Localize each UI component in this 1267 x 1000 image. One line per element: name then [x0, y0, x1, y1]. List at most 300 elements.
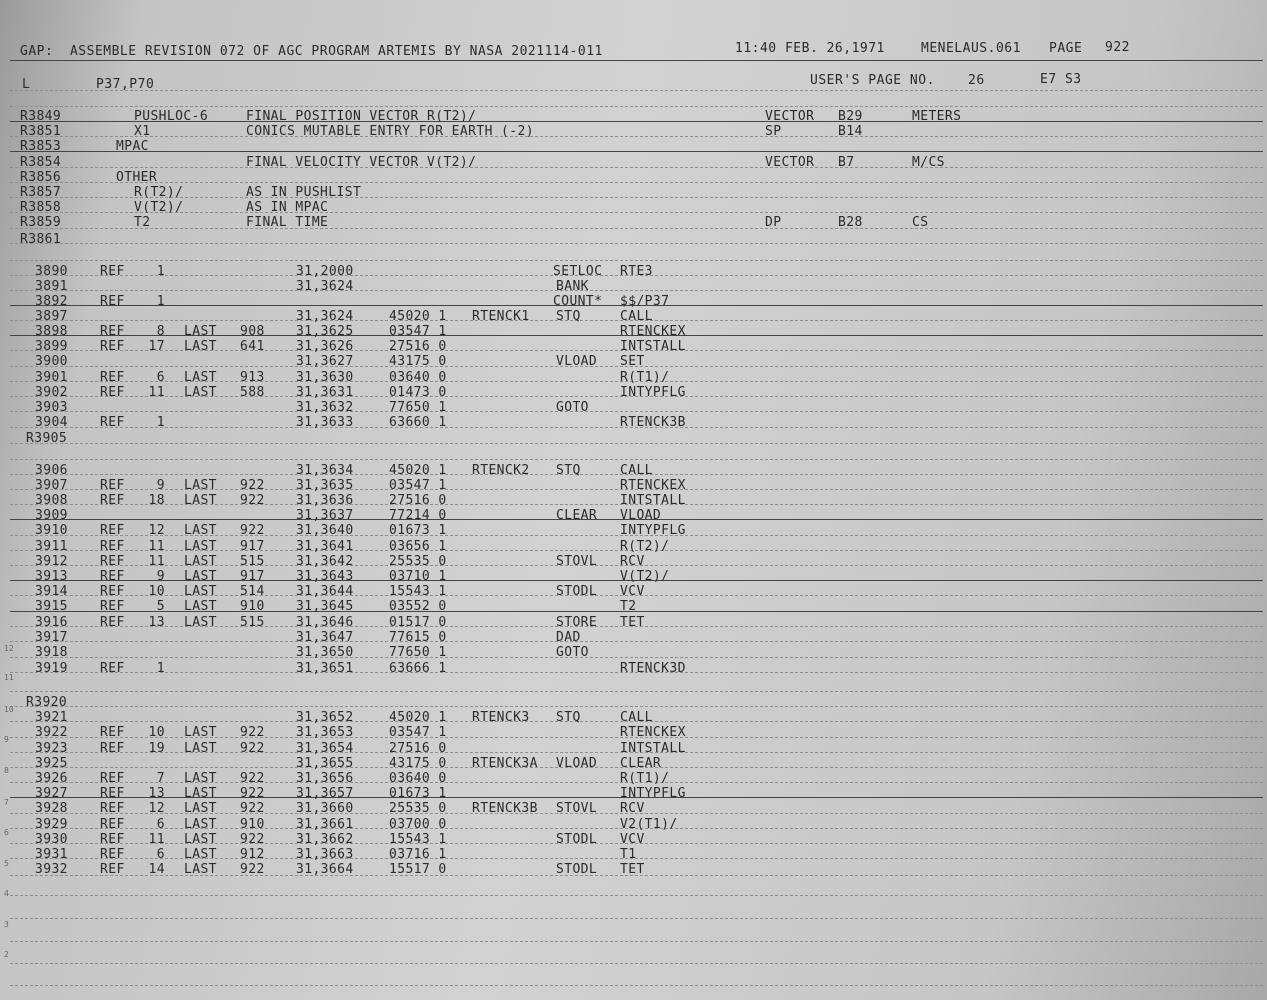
code-row — [0, 786, 1267, 802]
opcode: GOTO — [556, 645, 589, 660]
address: 31,3635 — [296, 478, 354, 493]
line-number: 3903 — [35, 400, 68, 415]
last-page: 922 — [240, 862, 265, 877]
last-page: 910 — [240, 599, 265, 614]
octal-word: 15517 0 — [389, 862, 447, 877]
address: 31,3624 — [296, 279, 354, 294]
opcode: STODL — [556, 832, 598, 847]
address: 31,3646 — [296, 615, 354, 630]
last-keyword: LAST — [184, 786, 217, 801]
users-page-label: USER'S PAGE NO. — [810, 73, 935, 88]
last-keyword: LAST — [184, 370, 217, 385]
rule-line — [10, 60, 1263, 61]
octal-word: 03547 1 — [389, 478, 447, 493]
line-number: 3914 — [35, 584, 68, 599]
last-page: 514 — [240, 584, 265, 599]
code-row — [0, 741, 1267, 757]
ref-keyword: REF — [100, 370, 125, 385]
ref-id: R3857 — [20, 185, 62, 200]
margin-number: 7 — [4, 798, 9, 807]
operand: INTYPFLG — [620, 786, 686, 801]
ref-count: 7 — [156, 771, 165, 786]
rule-line — [10, 985, 1263, 986]
code-row — [0, 569, 1267, 585]
ref-keyword: REF — [100, 832, 125, 847]
comment-text: FINAL TIME — [246, 215, 329, 230]
line-number: 3890 — [35, 264, 68, 279]
code-row — [0, 832, 1267, 848]
last-keyword: LAST — [184, 817, 217, 832]
ref-count: 1 — [156, 415, 165, 430]
opcode: BANK — [556, 279, 589, 294]
code-row — [0, 523, 1267, 539]
address: 31,3634 — [296, 463, 354, 478]
code-row — [0, 695, 1267, 711]
opcode: STODL — [556, 862, 598, 877]
octal-word: 27516 0 — [389, 741, 447, 756]
margin-number: 4 — [4, 889, 9, 898]
ref-keyword: REF — [100, 862, 125, 877]
ref-keyword: REF — [100, 771, 125, 786]
opcode: STOVL — [556, 554, 598, 569]
ref-keyword: REF — [100, 415, 125, 430]
address: 31,3644 — [296, 584, 354, 599]
ref-count: 19 — [148, 741, 165, 756]
operand: RTENCKEX — [620, 478, 686, 493]
code-row — [0, 493, 1267, 509]
last-keyword: LAST — [184, 862, 217, 877]
last-keyword: LAST — [184, 725, 217, 740]
address: 31,3652 — [296, 710, 354, 725]
opcode: SETLOC — [553, 264, 603, 279]
ref-count: 11 — [148, 554, 165, 569]
code-row — [0, 264, 1267, 280]
opcode: CLEAR — [556, 508, 598, 523]
operand: T2 — [620, 599, 637, 614]
last-page: 922 — [240, 786, 265, 801]
last-keyword: LAST — [184, 523, 217, 538]
line-number: 3892 — [35, 294, 68, 309]
code-row — [0, 354, 1267, 370]
ref-count: 11 — [148, 832, 165, 847]
ref-keyword: REF — [100, 264, 125, 279]
address: 31,3640 — [296, 523, 354, 538]
line-number: 3921 — [35, 710, 68, 725]
ref-count: 6 — [156, 847, 165, 862]
last-keyword: LAST — [184, 584, 217, 599]
ref-count: 12 — [148, 523, 165, 538]
address: 31,3655 — [296, 756, 354, 771]
code-row — [0, 294, 1267, 310]
ref-count: 18 — [148, 493, 165, 508]
address: 31,3641 — [296, 539, 354, 554]
octal-word: 03640 0 — [389, 370, 447, 385]
operand: INTSTALL — [620, 493, 686, 508]
address: 31,3662 — [296, 832, 354, 847]
last-keyword: LAST — [184, 385, 217, 400]
last-keyword: LAST — [184, 771, 217, 786]
line-number: 3918 — [35, 645, 68, 660]
line-number: 3932 — [35, 862, 68, 877]
comment-row — [0, 185, 1267, 201]
address: 31,3645 — [296, 599, 354, 614]
last-keyword: LAST — [184, 554, 217, 569]
ref-keyword: REF — [100, 725, 125, 740]
comment-row — [0, 215, 1267, 231]
operand: R(T1)/ — [620, 771, 670, 786]
code-row — [0, 554, 1267, 570]
last-keyword: LAST — [184, 615, 217, 630]
line-number: 3917 — [35, 630, 68, 645]
ref-keyword: REF — [100, 847, 125, 862]
ref-id: R3861 — [20, 232, 62, 247]
ref-count: 6 — [156, 817, 165, 832]
margin-number: 6 — [4, 828, 9, 837]
rule-line — [10, 691, 1263, 692]
last-page: 913 — [240, 370, 265, 385]
address: 31,3653 — [296, 725, 354, 740]
last-keyword: LAST — [184, 339, 217, 354]
ref-keyword: REF — [100, 615, 125, 630]
tag-label: RTENCK2 — [472, 463, 530, 478]
octal-word: 15543 1 — [389, 832, 447, 847]
ref-count: 13 — [148, 786, 165, 801]
operand: INTYPFLG — [620, 523, 686, 538]
code-row — [0, 478, 1267, 494]
octal-word: 03716 1 — [389, 847, 447, 862]
ref-keyword: REF — [100, 523, 125, 538]
code-row — [0, 385, 1267, 401]
line-number: 3929 — [35, 817, 68, 832]
comment-text: CONICS MUTABLE ENTRY FOR EARTH (-2) — [246, 124, 534, 139]
ref-keyword: REF — [100, 599, 125, 614]
scale-tag: B7 — [838, 155, 855, 170]
line-number: 3897 — [35, 309, 68, 324]
octal-word: 77650 1 — [389, 645, 447, 660]
scale-tag: B28 — [838, 215, 863, 230]
opcode: STORE — [556, 615, 598, 630]
last-keyword: LAST — [184, 324, 217, 339]
operand: V2(T1)/ — [620, 817, 678, 832]
comment-row — [0, 155, 1267, 171]
octal-word: 45020 1 — [389, 710, 447, 725]
octal-word: 25535 0 — [389, 801, 447, 816]
symbol: OTHER — [116, 170, 158, 185]
last-keyword: LAST — [184, 801, 217, 816]
rule-line — [10, 459, 1263, 460]
code-row — [0, 771, 1267, 787]
tag-label: RTENCK3B — [472, 801, 538, 816]
last-page: 922 — [240, 493, 265, 508]
code-row — [0, 309, 1267, 325]
code-row — [0, 710, 1267, 726]
last-page: 922 — [240, 741, 265, 756]
octal-word: 45020 1 — [389, 309, 447, 324]
line-number: 3927 — [35, 786, 68, 801]
line-number: R3920 — [26, 695, 68, 710]
address: 31,3664 — [296, 862, 354, 877]
address: 31,3636 — [296, 493, 354, 508]
operand: T1 — [620, 847, 637, 862]
last-keyword: LAST — [184, 493, 217, 508]
ref-id: R3859 — [20, 215, 62, 230]
ref-keyword: REF — [100, 493, 125, 508]
address: 31,3651 — [296, 661, 354, 676]
address: 31,3630 — [296, 370, 354, 385]
ref-count: 12 — [148, 801, 165, 816]
margin-number: 10 — [4, 705, 14, 714]
ref-keyword: REF — [100, 817, 125, 832]
operand: SET — [620, 354, 645, 369]
octal-word: 27516 0 — [389, 339, 447, 354]
comment-row — [0, 139, 1267, 155]
comment-row — [0, 109, 1267, 125]
line-number: 3913 — [35, 569, 68, 584]
last-page: 917 — [240, 569, 265, 584]
comment-text: FINAL POSITION VECTOR R(T2)/ — [246, 109, 477, 124]
opcode: DAD — [556, 630, 581, 645]
rule-line — [10, 260, 1263, 261]
tag-label: RTENCK3 — [472, 710, 530, 725]
code-row — [0, 661, 1267, 677]
operand: R(T1)/ — [620, 370, 670, 385]
user-name: MENELAUS.061 — [921, 41, 1021, 56]
line-number: 3926 — [35, 771, 68, 786]
code-row — [0, 862, 1267, 878]
tag-label: RTENCK3A — [472, 756, 538, 771]
last-page: 922 — [240, 832, 265, 847]
page-code: E7 S3 — [1040, 72, 1082, 87]
line-number: 3911 — [35, 539, 68, 554]
operand: VLOAD — [620, 508, 662, 523]
ref-keyword: REF — [100, 385, 125, 400]
line-number: 3898 — [35, 324, 68, 339]
line-number: 3900 — [35, 354, 68, 369]
code-row — [0, 463, 1267, 479]
last-page: 910 — [240, 817, 265, 832]
symbol: X1 — [134, 124, 151, 139]
opcode: STODL — [556, 584, 598, 599]
operand: CALL — [620, 463, 653, 478]
operand: INTSTALL — [620, 741, 686, 756]
address: 31,3654 — [296, 741, 354, 756]
ref-id: R3856 — [20, 170, 62, 185]
symbol: R(T2)/ — [134, 185, 184, 200]
octal-word: 63660 1 — [389, 415, 447, 430]
line-number: 3919 — [35, 661, 68, 676]
ref-keyword: REF — [100, 478, 125, 493]
code-row — [0, 847, 1267, 863]
margin-number: 11 — [4, 673, 14, 682]
ref-count: 10 — [148, 584, 165, 599]
operand: RCV — [620, 554, 645, 569]
rule-line — [10, 918, 1263, 919]
address: 31,3642 — [296, 554, 354, 569]
operand: VCV — [620, 832, 645, 847]
rule-line — [10, 90, 1263, 91]
comment-row — [0, 200, 1267, 216]
ref-count: 1 — [156, 661, 165, 676]
ref-keyword: REF — [100, 294, 125, 309]
octal-word: 01673 1 — [389, 523, 447, 538]
listing-title: GAP: ASSEMBLE REVISION 072 OF AGC PROGRAM ARTEMIS BY NASA 2021114-011 — [20, 44, 603, 59]
ref-keyword: REF — [100, 324, 125, 339]
line-number: 3904 — [35, 415, 68, 430]
operand: V(T2)/ — [620, 569, 670, 584]
ref-keyword: REF — [100, 569, 125, 584]
rule-line — [10, 963, 1263, 964]
last-keyword: LAST — [184, 478, 217, 493]
ref-id: R3853 — [20, 139, 62, 154]
code-row — [0, 756, 1267, 772]
type-code: L — [22, 77, 31, 92]
unit: METERS — [912, 109, 962, 124]
section-name: P37,P70 — [96, 77, 155, 92]
ref-keyword: REF — [100, 539, 125, 554]
operand: CALL — [620, 309, 653, 324]
opcode: COUNT* — [553, 294, 603, 309]
address: 31,3631 — [296, 385, 354, 400]
octal-word: 45020 1 — [389, 463, 447, 478]
operand: RCV — [620, 801, 645, 816]
data-type: VECTOR — [765, 109, 815, 124]
octal-word: 03700 0 — [389, 817, 447, 832]
line-number: 3906 — [35, 463, 68, 478]
symbol: V(T2)/ — [134, 200, 184, 215]
line-number: 3910 — [35, 523, 68, 538]
print-timestamp: 11:40 FEB. 26,1971 — [735, 41, 885, 56]
octal-word: 43175 0 — [389, 354, 447, 369]
address: 31,3627 — [296, 354, 354, 369]
ref-id: R3854 — [20, 155, 62, 170]
last-page: 515 — [240, 615, 265, 630]
margin-number: 8 — [4, 766, 9, 775]
last-page: 641 — [240, 339, 265, 354]
ref-keyword: REF — [100, 801, 125, 816]
line-number: 3931 — [35, 847, 68, 862]
ref-count: 1 — [156, 264, 165, 279]
ref-id: R3849 — [20, 109, 62, 124]
last-keyword: LAST — [184, 539, 217, 554]
code-row — [0, 725, 1267, 741]
page-number: 922 — [1105, 40, 1130, 55]
code-row — [0, 324, 1267, 340]
last-keyword: LAST — [184, 569, 217, 584]
code-row — [0, 370, 1267, 386]
tag-label: RTENCK1 — [472, 309, 530, 324]
operand: RTE3 — [620, 264, 653, 279]
ref-count: 11 — [148, 539, 165, 554]
ref-count: 9 — [156, 569, 165, 584]
address: 31,3661 — [296, 817, 354, 832]
line-number: 3901 — [35, 370, 68, 385]
margin-number: 12 — [4, 644, 14, 653]
comment-row — [0, 232, 1267, 248]
ref-count: 5 — [156, 599, 165, 614]
octal-word: 25535 0 — [389, 554, 447, 569]
address: 31,3632 — [296, 400, 354, 415]
opcode: GOTO — [556, 400, 589, 415]
last-page: 917 — [240, 539, 265, 554]
last-keyword: LAST — [184, 599, 217, 614]
operand: TET — [620, 862, 645, 877]
users-page-number: 26 — [968, 73, 985, 88]
line-number: 3891 — [35, 279, 68, 294]
margin-number: 9 — [4, 735, 9, 744]
opcode: STQ — [556, 710, 581, 725]
last-page: 515 — [240, 554, 265, 569]
octal-word: 01517 0 — [389, 615, 447, 630]
octal-word: 03710 1 — [389, 569, 447, 584]
octal-word: 03552 0 — [389, 599, 447, 614]
code-row — [0, 539, 1267, 555]
address: 31,3626 — [296, 339, 354, 354]
ref-count: 17 — [148, 339, 165, 354]
ref-keyword: REF — [100, 554, 125, 569]
last-page: 588 — [240, 385, 265, 400]
ref-count: 14 — [148, 862, 165, 877]
ref-count: 6 — [156, 370, 165, 385]
octal-word: 77615 0 — [389, 630, 447, 645]
address: 31,3637 — [296, 508, 354, 523]
ref-keyword: REF — [100, 339, 125, 354]
address: 31,3663 — [296, 847, 354, 862]
opcode: STQ — [556, 463, 581, 478]
scale-tag: B14 — [838, 124, 863, 139]
address: 31,3625 — [296, 324, 354, 339]
code-row — [0, 801, 1267, 817]
rule-line — [10, 895, 1263, 896]
line-number: 3909 — [35, 508, 68, 523]
ref-count: 9 — [156, 478, 165, 493]
operand: RTENCK3B — [620, 415, 686, 430]
line-number: 3915 — [35, 599, 68, 614]
operand: VCV — [620, 584, 645, 599]
opcode: STOVL — [556, 801, 598, 816]
opcode: STQ — [556, 309, 581, 324]
code-row — [0, 599, 1267, 615]
line-number: 3907 — [35, 478, 68, 493]
line-number: 3923 — [35, 741, 68, 756]
code-row — [0, 645, 1267, 661]
octal-word: 27516 0 — [389, 493, 447, 508]
margin-number: 2 — [4, 950, 9, 959]
comment-row — [0, 124, 1267, 140]
line-number: 3908 — [35, 493, 68, 508]
last-page: 908 — [240, 324, 265, 339]
unit: M/CS — [912, 155, 945, 170]
octal-word: 63666 1 — [389, 661, 447, 676]
address: 31,3660 — [296, 801, 354, 816]
margin-number: 3 — [4, 920, 9, 929]
operand: R(T2)/ — [620, 539, 670, 554]
ref-keyword: REF — [100, 661, 125, 676]
code-row — [0, 615, 1267, 631]
ref-keyword: REF — [100, 786, 125, 801]
operand: $$/P37 — [620, 294, 670, 309]
comment-row — [0, 170, 1267, 186]
last-keyword: LAST — [184, 741, 217, 756]
ref-count: 1 — [156, 294, 165, 309]
opcode: VLOAD — [556, 756, 598, 771]
code-row — [0, 630, 1267, 646]
margin-number: 5 — [4, 859, 9, 868]
comment-text: FINAL VELOCITY VECTOR V(T2)/ — [246, 155, 477, 170]
octal-word: 01473 0 — [389, 385, 447, 400]
line-number: 3916 — [35, 615, 68, 630]
opcode: VLOAD — [556, 354, 598, 369]
last-page: 922 — [240, 801, 265, 816]
